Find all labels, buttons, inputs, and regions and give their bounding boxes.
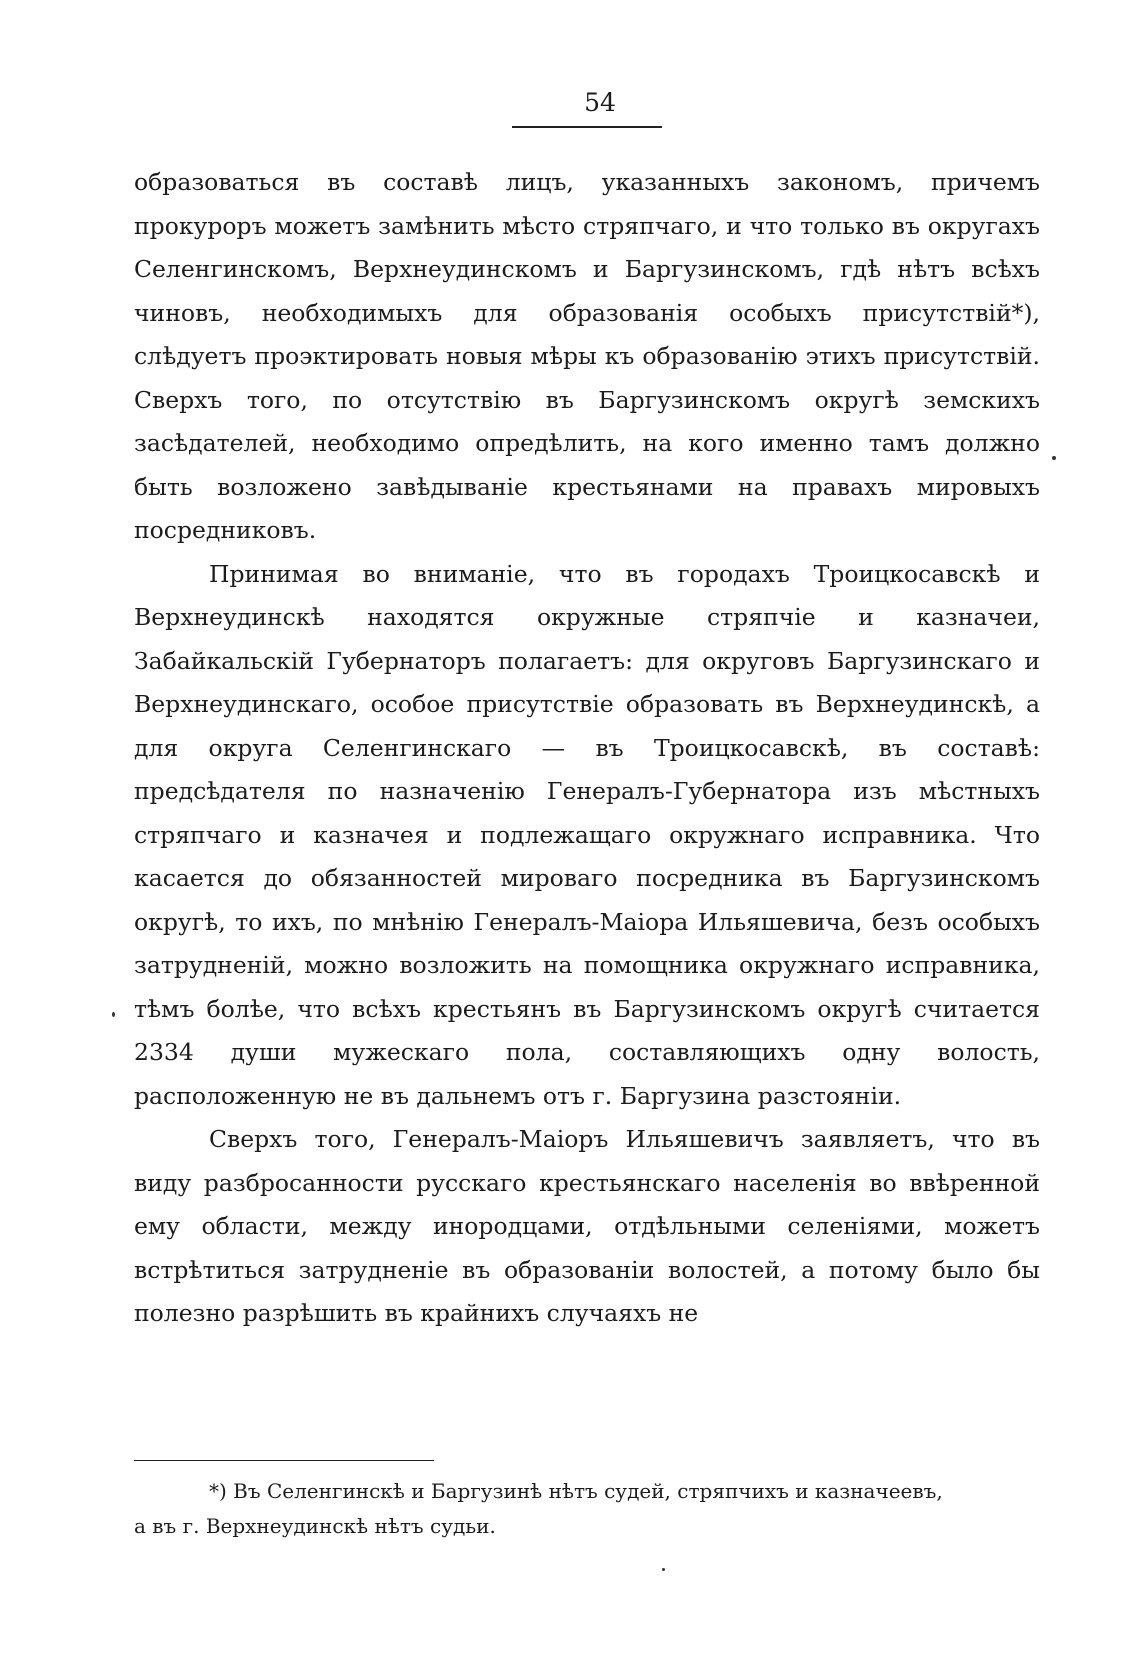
paragraph: Принимая во вниманіе, что въ городахъ Троицкосавскѣ и Верхнеудинскѣ находятся окружные стряпчіе и казначеи, Забайкальскій Губернаторъ полагаетъ: для округовъ Баргузинскаго и Верхнеудинскаго, особое присутствіе образовать въ Верхнеудинскѣ, а для округа Селенгинскаго — въ Троицкосавскѣ, въ составѣ: предсѣдателя по назначенію Генералъ-Губернатора изъ мѣстныхъ стряпчаго и казначея и подлежащаго окружнаго исправника. Что касается до обязанностей мироваго посредника въ Баргузинскомъ округѣ, то ихъ, по мнѣнію Генералъ-Маіора Ильяшевича, безъ особыхъ затрудненій, можно возложить на помощника окружнаго исправника, тѣмъ болѣе, что всѣхъ крестьянъ въ Баргузинскомъ округѣ считается 2334 души мужескаго пола, составляющихъ одну волость, расположенную не въ дальнемъ отъ г. Баргузина разстояніи. [134, 559, 1040, 1110]
scan-speck [112, 1012, 115, 1017]
paragraph: Сверхъ того, Генералъ-Маіоръ Ильяшевичъ заявляетъ, что въ виду разбросанности русскаго крестьянскаго населенія во ввѣренной ему области, между инородцами, отдѣльными селеніями, можетъ встрѣтиться затрудненіе въ образованіи волостей, а потому было бы полезно разрѣшить въ крайнихъ случаяхъ не [134, 1125, 1040, 1327]
body-text [134, 161, 1040, 1336]
footnote-marker: *) [209, 1479, 227, 1503]
scan-speck [1052, 456, 1056, 460]
page-number: 54 [584, 88, 616, 117]
page-number-underline [512, 126, 662, 128]
footnote [134, 1474, 1040, 1544]
footnote-line-1 [134, 1474, 1040, 1509]
footnote-rule [134, 1460, 434, 1461]
paragraph-continuation: образоваться въ составѣ лицъ, указанныхъ закономъ, причемъ прокуроръ можетъ замѣнить мѣсто стряпчаго, и что только въ округахъ Селенгинскомъ, Верхнеудинскомъ и Баргузинскомъ, гдѣ нѣтъ всѣхъ чиновъ, необходимыхъ для образованія особыхъ присутствій*), слѣдуетъ проэктировать новыя мѣры къ образованію этихъ присутствій. Сверхъ того, по отсутствію въ Баргузинскомъ округѣ земскихъ засѣдателей, необходимо опредѣлить, на кого именно тамъ должно быть возложено завѣдываніе крестьянами на правахъ мировыхъ посредниковъ. [134, 168, 1040, 544]
scan-speck [662, 1568, 665, 1571]
footnote-line-2: а въ г. Верхнеудинскѣ нѣтъ судьи. [134, 1514, 496, 1538]
footnote-text-1: Въ Селенгинскѣ и Баргузинѣ нѣтъ судей, стряпчихъ и казначеевъ, [233, 1479, 943, 1503]
